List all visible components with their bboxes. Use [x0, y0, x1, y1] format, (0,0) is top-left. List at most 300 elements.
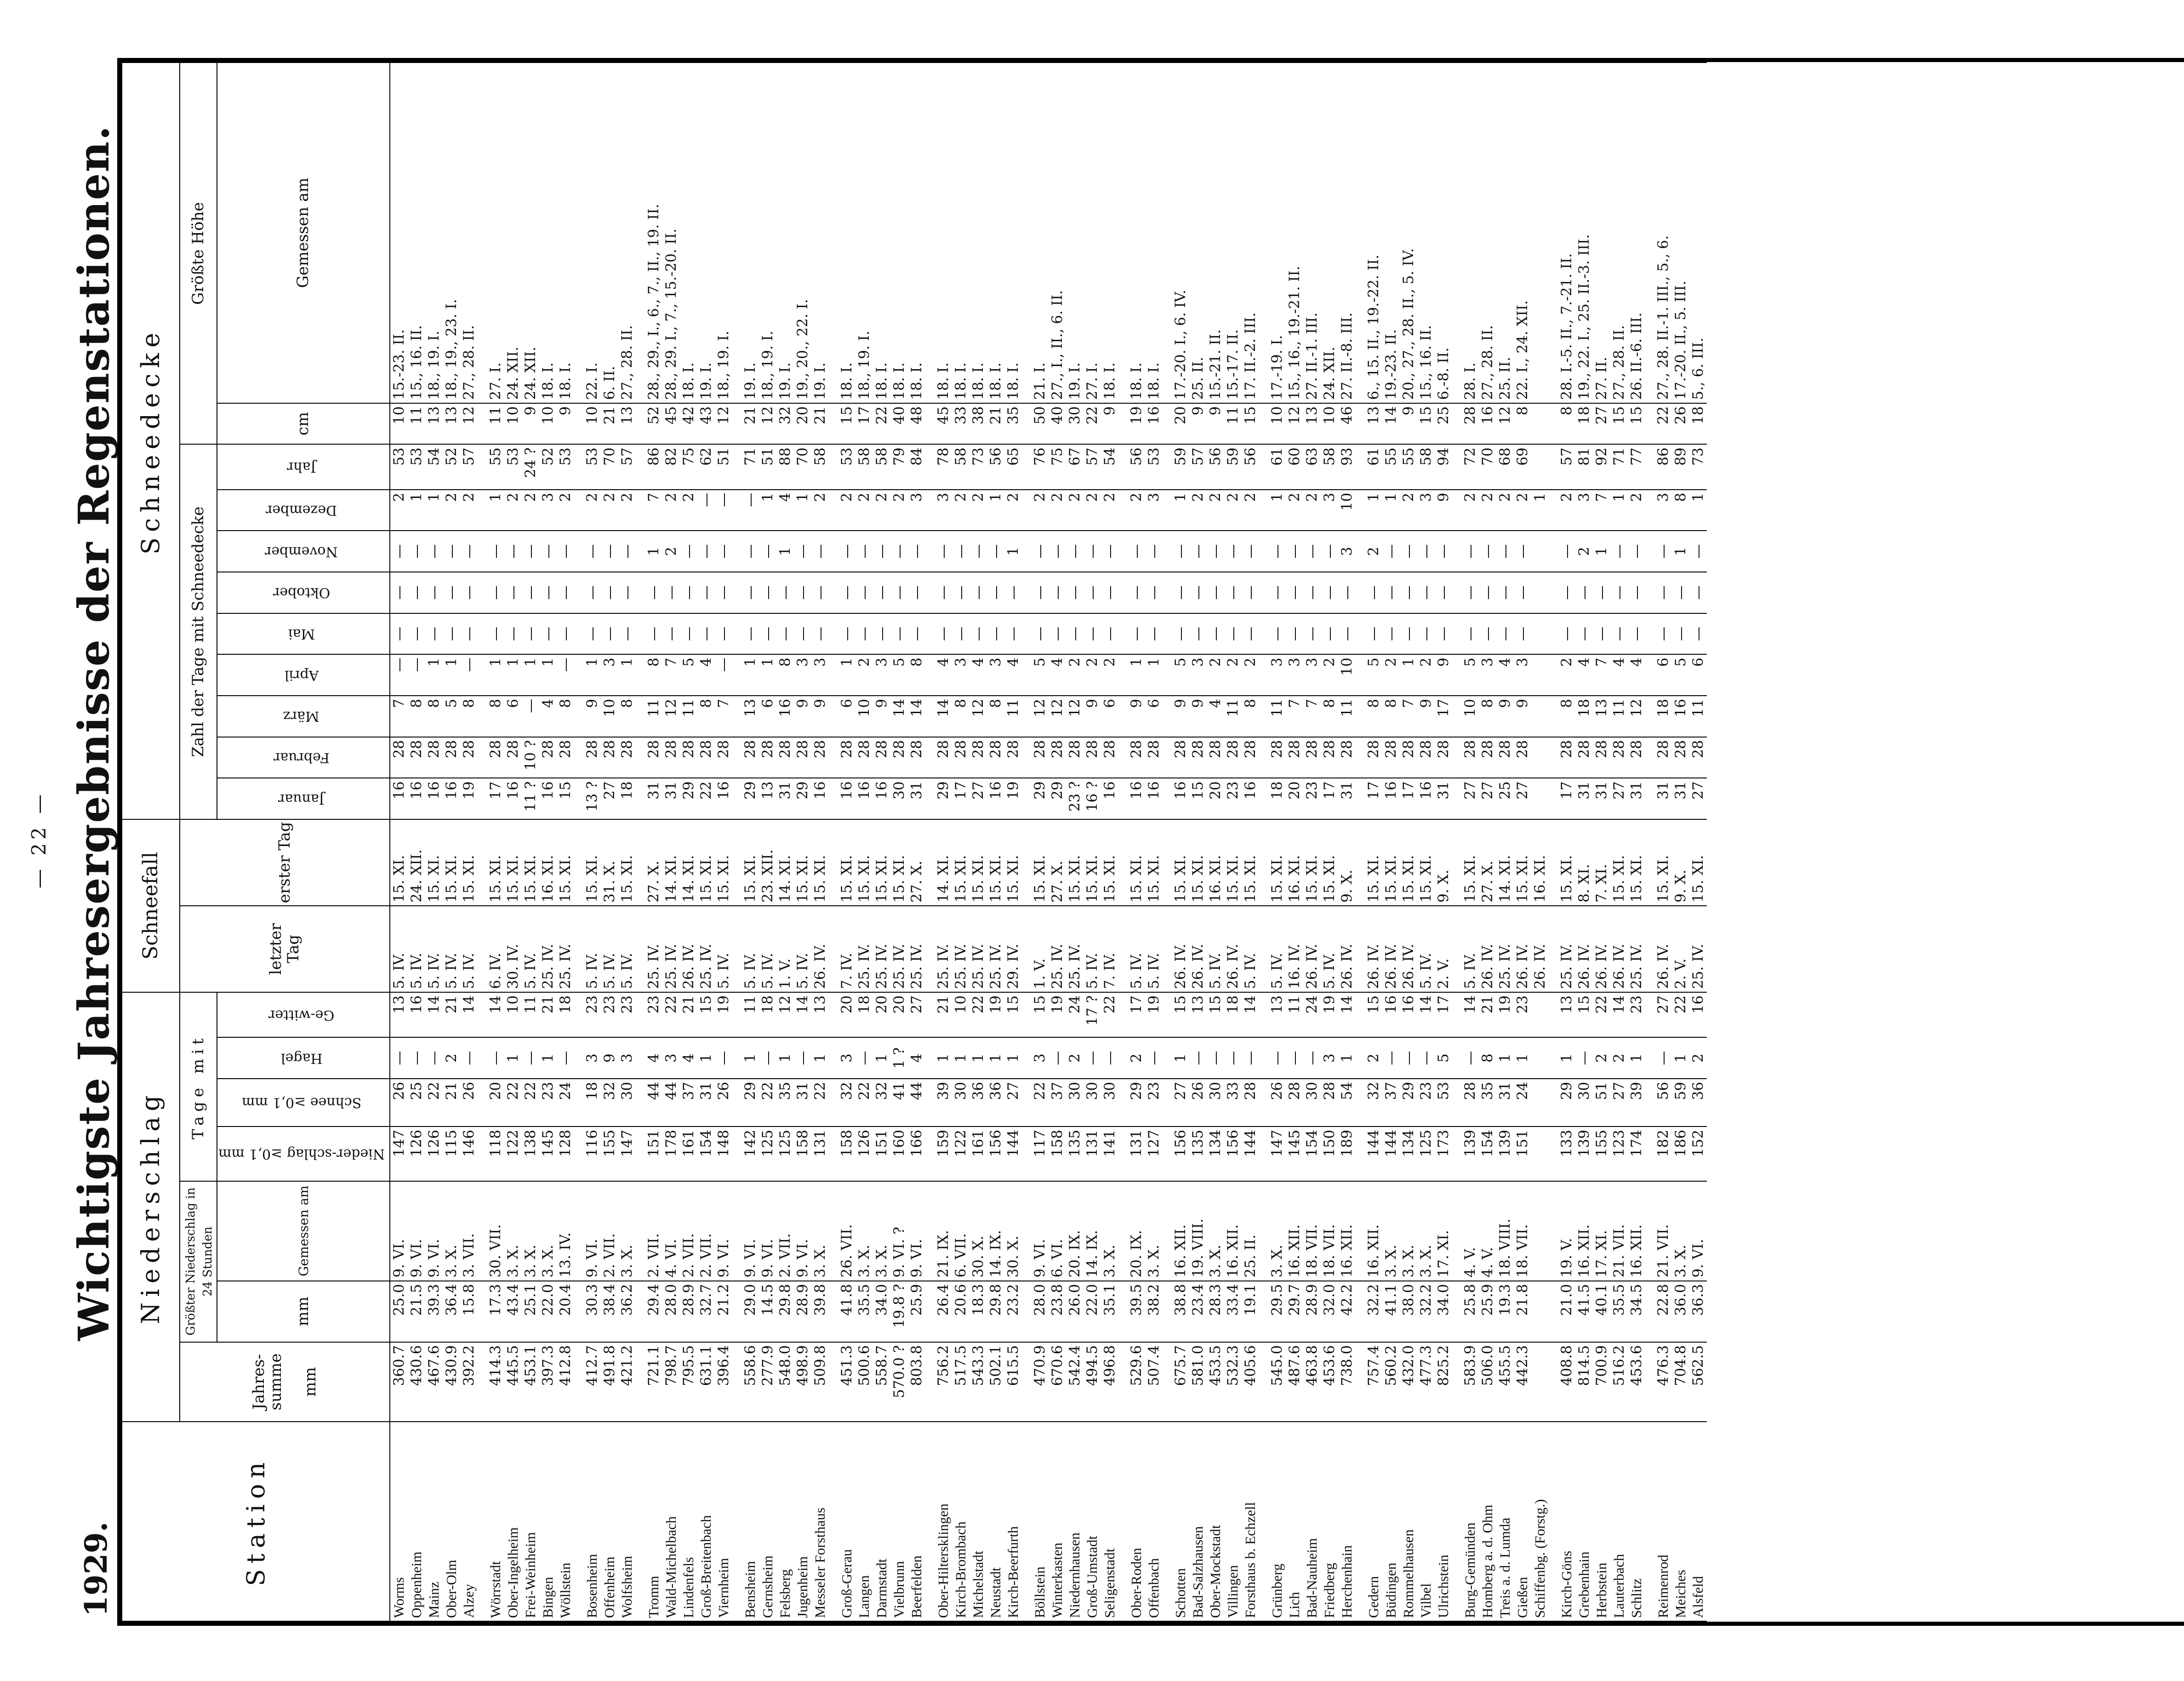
cell-dez: 2: [1224, 490, 1242, 531]
cell-sum: 583.9: [1461, 1342, 1479, 1422]
cell-dez: 3: [908, 490, 925, 531]
cell-hdate: 6.-8. II.: [1435, 63, 1452, 403]
cell-ha: [1531, 1037, 1549, 1079]
cell-mar: 6: [1145, 696, 1163, 737]
cell-feb: 28: [583, 737, 601, 778]
cell-nd: 173: [1435, 1126, 1452, 1181]
cell-ge: 21: [935, 992, 952, 1037]
cell-station: Jugenheim: [794, 1422, 811, 1621]
cell-cm: 42: [680, 403, 697, 445]
cell-ha: 3: [838, 1037, 855, 1079]
cell-okt: —: [1303, 572, 1321, 613]
cell-first: 8. XI.: [1575, 819, 1593, 906]
cell-sn: 32: [838, 1079, 855, 1126]
table-row: [460, 63, 478, 1621]
cell-sn: 35: [1479, 1079, 1496, 1126]
cell-feb: 28: [443, 737, 460, 778]
cell-apr: 1: [487, 654, 504, 696]
cell-station: Lindenfels: [680, 1422, 697, 1621]
dezember-header: Dezember: [217, 490, 390, 531]
cell-apr: 1: [539, 654, 557, 696]
table-row: [1207, 63, 1224, 1621]
cell-max: 32.2: [1365, 1281, 1382, 1342]
cell-date: 9. VI.: [425, 1181, 443, 1281]
cell-mai: —: [1101, 613, 1118, 655]
cell-ha: 3: [583, 1037, 601, 1079]
cell-jahr: 84: [908, 444, 925, 489]
cell-date: 16. XII.: [1224, 1181, 1242, 1281]
table-row: [969, 63, 987, 1621]
cell-dez: 3: [935, 490, 952, 531]
cell-date: 21. VII.: [1654, 1181, 1672, 1281]
cell-first: 15. XI.: [890, 819, 908, 906]
cell-jan: 29: [680, 778, 697, 819]
cell-last: 5. IV.: [1268, 906, 1286, 992]
cell-feb: 10 ?: [522, 737, 539, 778]
cell-sn: 30: [618, 1079, 636, 1126]
cell-dez: 4: [776, 490, 794, 531]
cell-cm: 30: [1066, 403, 1083, 445]
cell-hdate: 18. I.: [557, 63, 574, 403]
table-row: [838, 63, 855, 1621]
cell-first: 15. XI.: [1031, 819, 1049, 906]
cell-cm: 12: [460, 403, 478, 445]
cell-cm: 48: [908, 403, 925, 445]
cell-cm: 9: [1189, 403, 1207, 445]
cell-nov: —: [557, 531, 574, 572]
cell-sn: 53: [1435, 1079, 1452, 1126]
cell-nov: —: [601, 531, 618, 572]
cell-max: 28.9: [680, 1281, 697, 1342]
cell-sum: 430.6: [408, 1342, 425, 1422]
cell-ge: 19: [1145, 992, 1163, 1037]
cell-last: 26. IV.: [1479, 906, 1496, 992]
cell-jahr: 70: [1479, 444, 1496, 489]
cell-okt: [1531, 572, 1549, 613]
cell-nd: 156: [987, 1126, 1004, 1181]
cell-okt: —: [1083, 572, 1101, 613]
cell-dez: 2: [890, 490, 908, 531]
table-row: [1654, 63, 1672, 1621]
cell-jahr: 56: [1207, 444, 1224, 489]
cell-ha: 3: [618, 1037, 636, 1079]
cell-mar: 14: [908, 696, 925, 737]
cell-date: [1531, 1181, 1549, 1281]
cell-jan: 19: [1004, 778, 1022, 819]
cell-nd: 189: [1338, 1126, 1356, 1181]
cell-date: 20. IX.: [1066, 1181, 1083, 1281]
cell-max: 39.5: [1128, 1281, 1145, 1342]
cell-mai: —: [1338, 613, 1356, 655]
cell-jahr: 24 ?: [522, 444, 539, 489]
cell-cm: 12: [715, 403, 732, 445]
cell-max: 22.0: [539, 1281, 557, 1342]
cell-mar: 11: [1689, 696, 1707, 737]
cell-max: 21.2: [715, 1281, 732, 1342]
cell-okt: —: [908, 572, 925, 613]
cell-last: 26. IV.: [1654, 906, 1672, 992]
cell-mar: 6: [838, 696, 855, 737]
cell-mai: —: [890, 613, 908, 655]
cell-nd: 144: [1382, 1126, 1400, 1181]
cell-dez: 2: [1558, 490, 1575, 531]
cell-last: 26. IV.: [811, 906, 829, 992]
cell-date: 16. XII.: [1172, 1181, 1189, 1281]
cell-sn: 30: [1066, 1079, 1083, 1126]
cell-dez: 2: [1004, 490, 1022, 531]
cell-jahr: 79: [890, 444, 908, 489]
cell-cm: 52: [645, 403, 662, 445]
cell-dez: 1: [408, 490, 425, 531]
cell-sum: 470.9: [1031, 1342, 1049, 1422]
cell-mai: —: [1514, 613, 1531, 655]
table-row: [1400, 63, 1417, 1621]
cell-ha: 1: [987, 1037, 1004, 1079]
cell-nov: 2: [1365, 531, 1382, 572]
cell-first: 15. XI.: [1321, 819, 1338, 906]
cell-last: 29. IV.: [1004, 906, 1022, 992]
cell-ge: 16: [1689, 992, 1707, 1037]
cell-dez: 2: [1514, 490, 1531, 531]
niederschlag-header: Niederschlag: [122, 992, 180, 1422]
cell-max: 43.4: [504, 1281, 522, 1342]
cell-station: Büdingen: [1382, 1422, 1400, 1621]
cell-nov: —: [1031, 531, 1049, 572]
cell-jahr: 53: [583, 444, 601, 489]
cell-ge: 16: [1382, 992, 1400, 1037]
cell-nov: —: [1083, 531, 1101, 572]
cell-ge: 22: [1593, 992, 1610, 1037]
cell-nd: 135: [1189, 1126, 1207, 1181]
cell-first: 15. XI.: [741, 819, 759, 906]
cell-last: 5. IV.: [715, 906, 732, 992]
cell-sn: 28: [1286, 1079, 1303, 1126]
cell-hdate: 28., 29. I., 7., 15.-20. II.: [662, 63, 680, 403]
cell-ha: 2: [443, 1037, 460, 1079]
cell-mar: 11: [680, 696, 697, 737]
cell-nd: 125: [759, 1126, 776, 1181]
cell-first: 16. XI.: [1531, 819, 1549, 906]
table-row: [1189, 63, 1207, 1621]
cell-mai: —: [697, 613, 715, 655]
cell-date: 21. IX.: [935, 1181, 952, 1281]
cell-first: 15. XI.: [838, 819, 855, 906]
cell-okt: —: [1417, 572, 1435, 613]
cell-date: 16. XII.: [1628, 1181, 1645, 1281]
cell-feb: 28: [680, 737, 697, 778]
cell-apr: 5: [890, 654, 908, 696]
cell-feb: 28: [1417, 737, 1435, 778]
cell-hdate: 19., 22. I., 25. II.-3. III.: [1575, 63, 1593, 403]
cell-max: 34.0: [1435, 1281, 1452, 1342]
cell-okt: —: [1242, 572, 1259, 613]
cell-dez: 2: [1207, 490, 1224, 531]
cell-date: 3. X.: [873, 1181, 890, 1281]
cell-feb: 28: [1435, 737, 1452, 778]
cell-nov: —: [969, 531, 987, 572]
table-row: [522, 63, 539, 1621]
cell-feb: 28: [759, 737, 776, 778]
cell-jan: 16: [443, 778, 460, 819]
cell-last: 25. IV.: [645, 906, 662, 992]
table-row: [873, 63, 890, 1621]
cell-sum: 421.2: [618, 1342, 636, 1422]
cell-first: 15. XI.: [715, 819, 732, 906]
cell-nd: 128: [557, 1126, 574, 1181]
cell-hdate: 27. II.-8. III.: [1338, 63, 1356, 403]
cell-sum: 675.7: [1172, 1342, 1189, 1422]
cell-mai: —: [1479, 613, 1496, 655]
cell-first: 15. XI.: [1128, 819, 1145, 906]
cell-ge: [1531, 992, 1549, 1037]
cell-mar: 6: [1101, 696, 1118, 737]
cell-first: 15. XI.: [1400, 819, 1417, 906]
cell-dez: 9: [1435, 490, 1452, 531]
cell-jahr: 68: [1496, 444, 1514, 489]
cell-last: 5. IV.: [460, 906, 478, 992]
cell-dez: 1: [987, 490, 1004, 531]
cell-nov: —: [1189, 531, 1207, 572]
cell-sn: 25: [408, 1079, 425, 1126]
cell-nov: —: [1145, 531, 1163, 572]
cell-jahr: 71: [741, 444, 759, 489]
cell-last: 25. IV.: [1066, 906, 1083, 992]
cell-first: 9. X.: [1435, 819, 1452, 906]
table-row: [1004, 63, 1022, 1621]
cell-cm: 9: [1400, 403, 1417, 445]
cell-okt: —: [539, 572, 557, 613]
cell-nov: —: [1286, 531, 1303, 572]
cell-mai: —: [522, 613, 539, 655]
cell-nd: 123: [1610, 1126, 1628, 1181]
cell-ge: 15: [1031, 992, 1049, 1037]
cell-sum: 631.1: [697, 1342, 715, 1422]
cell-jahr: 92: [1593, 444, 1610, 489]
cell-jahr: 54: [1101, 444, 1118, 489]
cell-ge: 19: [715, 992, 732, 1037]
cell-ge: 17: [1128, 992, 1145, 1037]
cell-apr: 1: [1128, 654, 1145, 696]
cell-sum: 455.5: [1496, 1342, 1514, 1422]
cell-jahr: 88: [776, 444, 794, 489]
cell-sum: 506.0: [1479, 1342, 1496, 1422]
cell-mar: 9: [1417, 696, 1435, 737]
cell-cm: 21: [987, 403, 1004, 445]
cell-jahr: 78: [935, 444, 952, 489]
cell-mar: 8: [1479, 696, 1496, 737]
cell-station: Wald-Michelbach: [662, 1422, 680, 1621]
cell-sum: 757.4: [1365, 1342, 1382, 1422]
cell-hdate: 18. I.: [873, 63, 890, 403]
cell-nd: 156: [1172, 1126, 1189, 1181]
cell-jahr: 61: [1365, 444, 1382, 489]
cell-feb: 28: [1286, 737, 1303, 778]
group-spacer: [1259, 63, 1268, 1621]
cell-ha: —: [1189, 1037, 1207, 1079]
cell-ge: 23: [645, 992, 662, 1037]
group-spacer: [574, 63, 583, 1621]
cell-cm: 10: [539, 403, 557, 445]
cell-nd: 126: [855, 1126, 873, 1181]
cell-apr: 2: [1066, 654, 1083, 696]
cell-apr: 3: [1286, 654, 1303, 696]
cell-ha: 1 ?: [890, 1037, 908, 1079]
cell-apr: [1531, 654, 1549, 696]
cell-sum: 453.5: [1207, 1342, 1224, 1422]
cell-jahr: 52: [539, 444, 557, 489]
jahr-header: Jahr: [217, 444, 390, 489]
cell-first: 15. XI.: [1172, 819, 1189, 906]
cell-okt: —: [601, 572, 618, 613]
cell-last: 25. IV.: [1558, 906, 1575, 992]
cell-dez: 2: [618, 490, 636, 531]
cell-hdate: 19. I.: [741, 63, 759, 403]
cell-hdate: 19. I.: [776, 63, 794, 403]
cell-station: Grebenhain: [1575, 1422, 1593, 1621]
cell-sn: 37: [680, 1079, 697, 1126]
cell-last: 25. IV.: [890, 906, 908, 992]
cell-sn: 29: [1400, 1079, 1417, 1126]
cell-sum: 414.3: [487, 1342, 504, 1422]
cell-date: 14. IX.: [1083, 1181, 1101, 1281]
cell-hdate: 28. I.: [1461, 63, 1479, 403]
cell-station: Beerfelden: [908, 1422, 925, 1621]
cell-first: 24. XII.: [408, 819, 425, 906]
cell-max: 38.0: [1400, 1281, 1417, 1342]
table-row: [1365, 63, 1382, 1621]
cell-first: 31. X.: [601, 819, 618, 906]
cell-dez: —: [697, 490, 715, 531]
cell-station: Lauterbach: [1610, 1422, 1628, 1621]
cell-nd: 139: [1461, 1126, 1479, 1181]
cell-cm: 45: [662, 403, 680, 445]
cell-nov: —: [1242, 531, 1259, 572]
cell-jan: 16: [1242, 778, 1259, 819]
cell-feb: 28: [1461, 737, 1479, 778]
cell-station: Kirch-Beerfurth: [1004, 1422, 1022, 1621]
cell-mai: —: [952, 613, 969, 655]
cell-hdate: 18. I.: [1101, 63, 1118, 403]
cell-nd: 131: [1128, 1126, 1145, 1181]
cell-ha: 4: [680, 1037, 697, 1079]
cell-apr: 4: [969, 654, 987, 696]
table-row: [1286, 63, 1303, 1621]
cell-last: 26. IV.: [1303, 906, 1321, 992]
cell-cm: 21: [811, 403, 829, 445]
cell-dez: 2: [1083, 490, 1101, 531]
cell-last: 2. V.: [1672, 906, 1689, 992]
cell-sn: 51: [1593, 1079, 1610, 1126]
cell-date: 6. VI.: [1049, 1181, 1066, 1281]
cell-max: 28.3: [1207, 1281, 1224, 1342]
cell-nov: —: [855, 531, 873, 572]
cell-date: 9. VI.: [408, 1181, 425, 1281]
cell-jahr: 58: [952, 444, 969, 489]
cell-feb: 28: [855, 737, 873, 778]
cell-max: 17.3: [487, 1281, 504, 1342]
cell-okt: —: [522, 572, 539, 613]
cell-max: 20.6: [952, 1281, 969, 1342]
cell-okt: —: [1207, 572, 1224, 613]
cell-sn: 37: [1049, 1079, 1066, 1126]
cell-apr: 3: [1303, 654, 1321, 696]
cell-okt: —: [1031, 572, 1049, 613]
cell-nd: 142: [741, 1126, 759, 1181]
cell-last: 25. IV.: [952, 906, 969, 992]
cell-okt: —: [1461, 572, 1479, 613]
cell-nov: —: [680, 531, 697, 572]
cell-hdate: 18., 19. I.: [759, 63, 776, 403]
cell-okt: —: [935, 572, 952, 613]
cell-first: 14. XI.: [680, 819, 697, 906]
cell-dez: 1: [759, 490, 776, 531]
cell-dez: 2: [1189, 490, 1207, 531]
cell-feb: 28: [1049, 737, 1066, 778]
cell-ge: 23: [618, 992, 636, 1037]
hoehe-gemessen-header: Gemessen am: [217, 63, 390, 403]
cell-mar: 13: [1593, 696, 1610, 737]
cell-feb: 28: [645, 737, 662, 778]
cell-hdate: 27., 28. II.-1. III., 5., 6.: [1654, 63, 1672, 403]
cell-last: 1. V.: [776, 906, 794, 992]
cell-apr: 2: [1083, 654, 1101, 696]
cell-mai: —: [425, 613, 443, 655]
cell-dez: 1: [1689, 490, 1707, 531]
cell-sum: 798.7: [662, 1342, 680, 1422]
cell-ha: 8: [1479, 1037, 1496, 1079]
cell-jahr: 53: [390, 444, 408, 489]
cell-jahr: 58: [811, 444, 829, 489]
cell-sum: 700.9: [1593, 1342, 1610, 1422]
cell-feb: 28: [1338, 737, 1356, 778]
cell-ha: 1: [952, 1037, 969, 1079]
cell-station: Tromm: [645, 1422, 662, 1621]
cell-sn: 29: [741, 1079, 759, 1126]
cell-hdate: 18. I.: [1145, 63, 1163, 403]
table-row: [1417, 63, 1435, 1621]
cell-station: Groß-Umstadt: [1083, 1422, 1101, 1621]
cell-cm: 16: [1479, 403, 1496, 445]
cell-ge: 16: [408, 992, 425, 1037]
table-row: [1049, 63, 1066, 1621]
cell-station: Offenbach: [1145, 1422, 1163, 1621]
cell-dez: 2: [855, 490, 873, 531]
cell-ge: 20: [873, 992, 890, 1037]
cell-sn: 28: [1242, 1079, 1259, 1126]
cell-station: Meiches: [1672, 1422, 1689, 1621]
cell-apr: 2: [1242, 654, 1259, 696]
cell-sn: 26: [390, 1079, 408, 1126]
cell-date: 3. X.: [504, 1181, 522, 1281]
cell-sn: 37: [1382, 1079, 1400, 1126]
cell-apr: 2: [1558, 654, 1575, 696]
cell-jahr: 73: [969, 444, 987, 489]
cell-jahr: 59: [1224, 444, 1242, 489]
cell-date: 30. X.: [1004, 1181, 1022, 1281]
cell-last: 25. IV.: [908, 906, 925, 992]
cell-cm: 9: [1207, 403, 1224, 445]
hagel-header: Hagel: [217, 1037, 390, 1079]
cell-apr: 8: [776, 654, 794, 696]
cell-station: Kirch-Göns: [1558, 1422, 1575, 1621]
table-row: [890, 63, 908, 1621]
cell-apr: —: [460, 654, 478, 696]
cell-station: Villingen: [1224, 1422, 1242, 1621]
cell-ha: —: [390, 1037, 408, 1079]
cell-jahr: 62: [697, 444, 715, 489]
cell-jan: 18: [618, 778, 636, 819]
cell-ha: —: [855, 1037, 873, 1079]
